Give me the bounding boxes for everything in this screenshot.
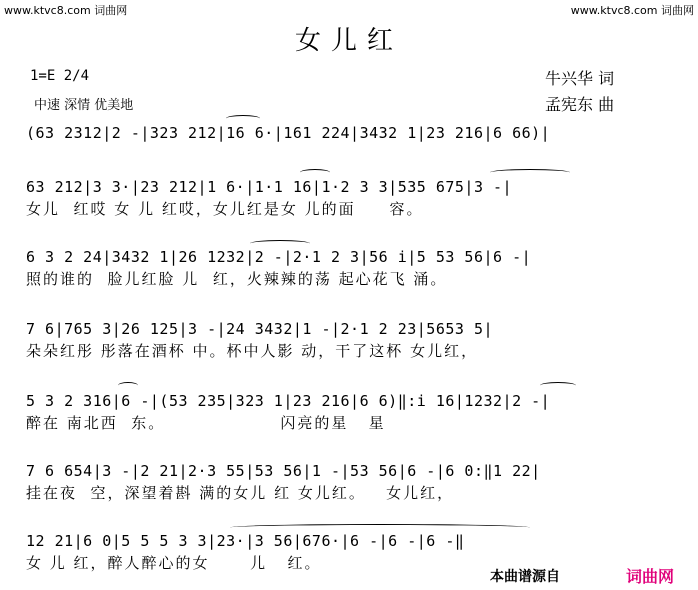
notation: 6 3 2 24|3432 1|26 1232|2 -|2·1 2 3|56 i|5 53 56|6 -| — [26, 248, 532, 266]
score-line-5 — [26, 390, 676, 434]
notation: 63 212|3 3·|23 212|1 6·|1·1 16|1·2 3 3|535 675|3 -| — [26, 178, 513, 196]
lyrics: 挂在夜 空，深望着斟 满的女儿 红 女儿红。 女儿红， — [26, 484, 455, 502]
composer-credit: 孟宪东 曲 — [545, 95, 615, 114]
lyricist-credit: 牛兴华 词 — [545, 69, 615, 88]
tie-mark — [230, 524, 530, 531]
tie-mark — [226, 115, 260, 122]
notation: 7 6 654|3 -|2 21|2·3 55|53 56|1 -|53 56|6 -|6 0:‖1 22| — [26, 462, 541, 480]
notation: 5 3 2 316|6 -|(53 235|323 1|23 216|6 6)‖:i 16|1232|2 -| — [26, 392, 551, 410]
tempo-marking: 中速 深情 优美地 — [34, 98, 134, 113]
lyrics: 照的谁的 脸儿红脸 儿 红，火辣辣的荡 起心花飞 涌。 — [26, 270, 448, 288]
score-line-4 — [26, 318, 676, 362]
tie-mark — [118, 382, 138, 389]
site-logo: 词曲网 — [626, 567, 675, 586]
notation: 7 6|765 3|26 125|3 -|24 3432|1 -|2·1 2 23|5653 5| — [26, 320, 494, 338]
score-line-2 — [26, 176, 676, 220]
source-note: 本曲谱源自 — [490, 569, 560, 585]
tie-mark — [250, 240, 310, 247]
credits — [545, 66, 614, 118]
score-line-7 — [26, 530, 676, 574]
score-line-6 — [26, 460, 676, 504]
tie-mark — [540, 382, 576, 389]
lyrics — [26, 144, 676, 166]
notation: 12 21|6 0|5 5 5 3 3|23·|3 56|676·|6 -|6 -|6 -‖ — [26, 532, 465, 550]
tie-mark — [300, 169, 330, 176]
song-title: 女儿红 — [294, 26, 403, 56]
lyrics: 女 儿 红，醉人醉心的女 儿 红。 — [26, 554, 322, 572]
watermark-right: www.ktvc8.com 词曲网 — [570, 4, 694, 17]
lyrics: 醉在 南北西 东。 闪亮的星 星 — [26, 414, 386, 432]
lyrics: 女儿 红哎 女 儿 红哎，女儿红是女 儿的面 容。 — [26, 200, 424, 218]
score-line-3 — [26, 246, 676, 290]
notation: (63 2312|2 -|323 212|16 6·|161 224|3432 1|23 216|6 66)| — [26, 124, 551, 142]
lyrics: 朵朵红彤 彤落在酒杯 中。杯中人影 动，干了这杯 女儿红， — [26, 342, 479, 360]
key-signature: 1=E 2/4 — [30, 68, 90, 84]
watermark-left: www.ktvc8.com 词曲网 — [4, 4, 128, 17]
tie-mark — [490, 169, 570, 176]
score-line-1 — [26, 122, 676, 166]
